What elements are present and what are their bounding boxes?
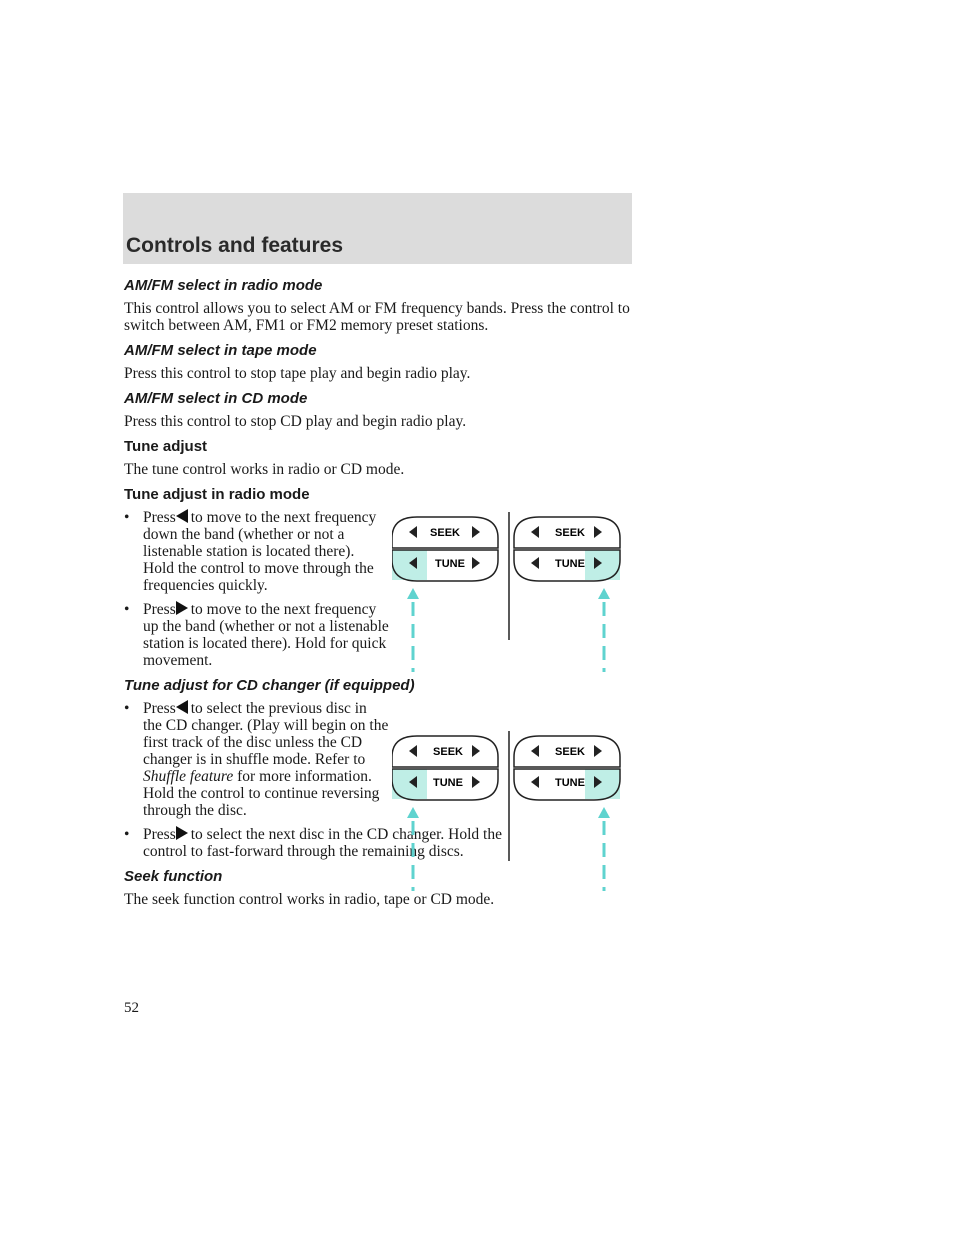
- section-tune-adjust: [124, 437, 634, 478]
- heading-tune-radio: Tune adjust in radio mode: [124, 486, 310, 503]
- tune-right-arrow-icon: [472, 557, 480, 569]
- right-arrow-icon: [176, 601, 188, 615]
- control-right-tune-up: [514, 517, 620, 672]
- section-amfm-tape: [124, 341, 634, 382]
- bullet-tune-up: [124, 601, 389, 669]
- heading-amfm-radio: AM/FM select in radio mode: [124, 277, 323, 294]
- tune-radio-diagram: [392, 512, 632, 674]
- bullet-dot: •: [124, 826, 130, 843]
- tune-left-arrow-icon: [531, 557, 539, 569]
- heading-amfm-cd: AM/FM select in CD mode: [124, 390, 308, 407]
- page-header-title: Controls and features: [126, 234, 344, 257]
- indicator-arrowhead: [598, 588, 610, 599]
- right-arrow-icon: [176, 826, 188, 840]
- text-amfm-radio: This control allows you to select AM or FM frequency bands. Press the control to switch between AM, FM1 or FM2 memory preset stations.: [124, 300, 630, 334]
- shuffle-reference: Shuffle feature: [143, 768, 234, 785]
- text-amfm-cd: Press this control to stop CD play and begin radio play.: [124, 413, 467, 430]
- control-left-tune-down: [392, 517, 498, 672]
- control-left-previous-disc: [392, 736, 498, 891]
- bullet-dot: •: [124, 509, 130, 526]
- seek-label: SEEK: [555, 527, 585, 539]
- heading-seek: Seek function: [124, 868, 223, 885]
- seek-label: SEEK: [433, 746, 463, 758]
- indicator-arrowhead: [598, 807, 610, 818]
- indicator-arrowhead: [407, 588, 419, 599]
- bullet-text: to select the next disc in the CD changer. Hold the control to fast-forward through the remaining discs.: [143, 826, 502, 860]
- text-tune-adjust: The tune control works in radio or CD mode.: [124, 461, 405, 478]
- seek-label: SEEK: [430, 527, 460, 539]
- seek-left-arrow-icon: [409, 745, 417, 757]
- press-word: Press: [143, 700, 176, 717]
- left-arrow-icon: [176, 700, 188, 714]
- seek-left-arrow-icon: [409, 526, 417, 538]
- heading-tune-adjust: Tune adjust: [124, 438, 208, 455]
- tune-label: TUNE: [555, 777, 585, 789]
- tune-cd-diagram: [392, 731, 632, 893]
- left-arrow-icon: [176, 509, 188, 523]
- press-word: Press: [143, 509, 176, 526]
- page-number: 52: [124, 1000, 139, 1016]
- tune-label: TUNE: [433, 777, 463, 789]
- text-seek: The seek function control works in radio, tape or CD mode.: [124, 891, 495, 908]
- bullet-text: to move to the next frequency down the band (whether or not a listenable station is located there). Hold the control to move through the frequencies quickly.: [143, 509, 377, 594]
- seek-label: SEEK: [555, 746, 585, 758]
- text-amfm-tape: Press this control to stop tape play and begin radio play.: [124, 365, 471, 382]
- bullet-dot: •: [124, 601, 130, 618]
- section-amfm-cd: [124, 389, 634, 430]
- section-amfm-radio: [124, 276, 634, 334]
- bullet-text: to move to the next frequency up the band (whether or not a listenable station is located there). Hold for quick movement.: [143, 601, 389, 669]
- bullet-text: to select the previous disc in the CD changer. (Play will begin on the first track of the disc unless the CD changer is in shuffle mode. Refer to: [143, 700, 389, 768]
- seek-right-arrow-icon: [594, 526, 602, 538]
- tune-label: TUNE: [435, 558, 465, 570]
- seek-left-arrow-icon: [531, 526, 539, 538]
- tune-left-arrow-icon: [531, 776, 539, 788]
- heading-amfm-tape: AM/FM select in tape mode: [124, 342, 317, 359]
- bullet-cd-previous: [124, 700, 389, 819]
- seek-right-arrow-icon: [594, 745, 602, 757]
- bullet-dot: •: [124, 700, 130, 717]
- tune-right-arrow-icon: [472, 776, 480, 788]
- press-word: Press: [143, 601, 176, 618]
- bullet-tune-down: [124, 509, 389, 594]
- seek-left-arrow-icon: [531, 745, 539, 757]
- bullet-text: for more information. Hold the control to continue reversing through the disc.: [143, 768, 380, 819]
- seek-right-arrow-icon: [472, 526, 480, 538]
- press-word: Press: [143, 826, 176, 843]
- seek-right-arrow-icon: [472, 745, 480, 757]
- heading-tune-cd: Tune adjust for CD changer (if equipped): [124, 677, 415, 694]
- indicator-arrowhead: [407, 807, 419, 818]
- control-right-next-disc: [514, 736, 620, 891]
- tune-label: TUNE: [555, 558, 585, 570]
